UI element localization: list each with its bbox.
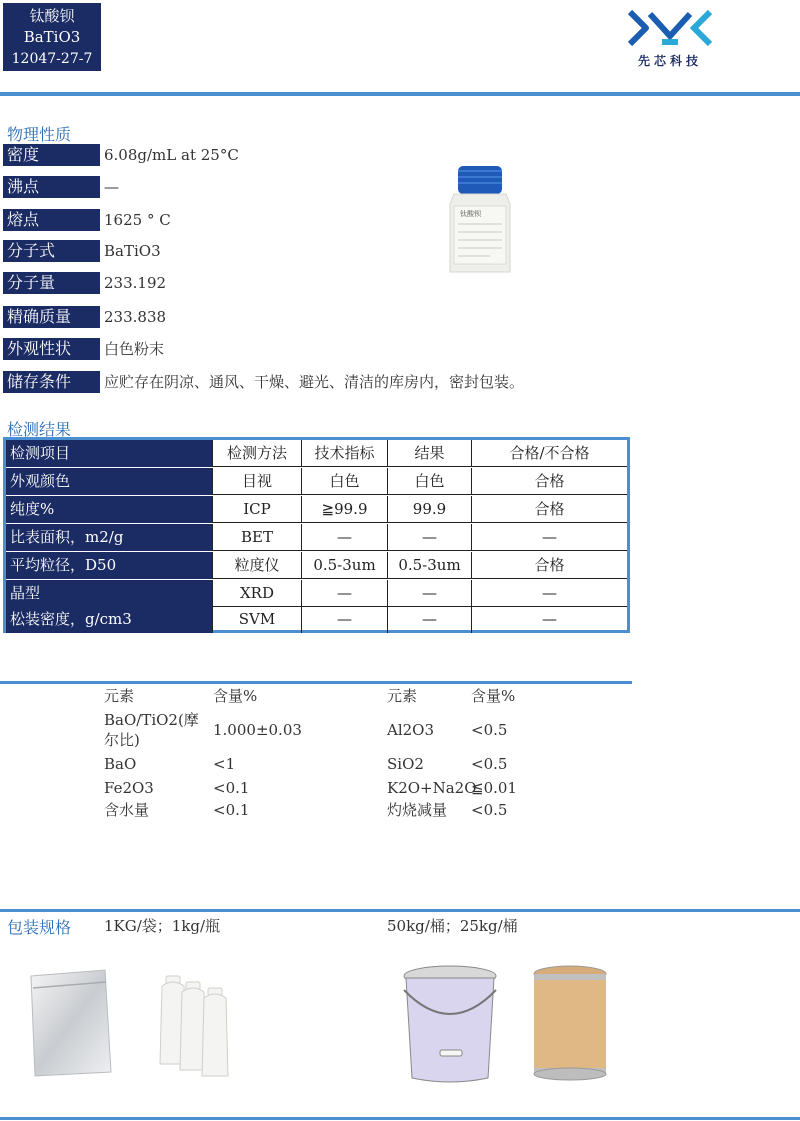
elem-right-value: <0.5: [471, 755, 508, 773]
row-method: 目视: [212, 468, 301, 495]
metal-bucket-image: [400, 962, 500, 1086]
elem-left-name: BaO/TiO2(摩尔比): [104, 711, 199, 749]
elem-left-name: 含水量: [104, 801, 150, 819]
test-results-table: [3, 437, 630, 633]
prop-label-storage: 储存条件: [3, 371, 100, 393]
prop-value-melting-point: 1625 ° C: [104, 211, 171, 229]
elem-right-name: K2O+Na2O: [387, 779, 477, 797]
company-logo: [620, 6, 730, 72]
row-pass-fail: 合格: [471, 552, 627, 579]
product-name: 钛酸钡: [29, 7, 75, 25]
product-formula: BaTiO3: [23, 28, 81, 46]
fiber-drum-image: [530, 964, 610, 1084]
row-spec: 0.5-3um: [301, 552, 387, 579]
company-name: 先芯科技: [637, 54, 702, 68]
prop-value-density: 6.08g/mL at 25°C: [104, 146, 239, 164]
row-pass-fail: —: [471, 606, 627, 633]
prop-label-density: 密度: [3, 144, 100, 166]
row-item: 外观颜色: [6, 468, 212, 495]
row-result: —: [387, 606, 471, 633]
bottle-label-text: 钛酸钡: [460, 210, 481, 218]
elem-left-value: <0.1: [213, 779, 250, 797]
row-method: BET: [212, 524, 301, 551]
row-pass-fail: 合格: [471, 468, 627, 495]
packaging-divider: [0, 909, 800, 912]
prop-label-exact-mass: 精确质量: [3, 306, 100, 328]
header-result: 结果: [387, 440, 471, 467]
row-result: 白色: [387, 468, 471, 495]
product-header-block: [3, 3, 101, 71]
prop-value-formula: BaTiO3: [104, 242, 161, 260]
elem-right-value: <0.5: [471, 801, 508, 819]
row-method: 粒度仪: [212, 552, 301, 579]
row-method: SVM: [212, 606, 301, 633]
elem-right-name: Al2O3: [387, 721, 435, 739]
elem-right-name: SiO2: [387, 755, 424, 773]
prop-label-melting-point: 熔点: [3, 209, 100, 231]
elem-left-value: <1: [213, 755, 236, 773]
row-result: 99.9: [387, 496, 471, 523]
elem-left-value: 1.000±0.03: [213, 721, 302, 739]
elem-header-3: 元素: [387, 687, 418, 705]
test-section-title: 检测结果: [7, 420, 72, 439]
plastic-bottles-image: [158, 968, 248, 1078]
prop-label-appearance: 外观性状: [3, 338, 100, 360]
elem-left-name: BaO: [104, 755, 137, 773]
row-item: 纯度%: [6, 496, 212, 523]
header-spec: 技术指标: [301, 440, 387, 467]
elem-left-name: Fe2O3: [104, 779, 154, 797]
elem-right-value: ≦0.01: [471, 779, 517, 797]
row-spec: —: [301, 524, 387, 551]
elem-header-4: 含量%: [471, 687, 516, 705]
row-item: 松装密度，g/cm3: [6, 606, 212, 633]
elem-right-value: <0.5: [471, 721, 508, 739]
row-spec: 白色: [301, 468, 387, 495]
prop-value-molecular-weight: 233.192: [104, 274, 167, 292]
xianxin-logo-icon: [620, 6, 720, 52]
row-result: —: [387, 580, 471, 607]
header-divider: [0, 92, 800, 96]
row-item: 比表面积，m2/g: [6, 524, 212, 551]
packaging-large: 50kg/桶；25kg/桶: [387, 917, 518, 935]
packaging-small: 1KG/袋；1kg/瓶: [104, 917, 221, 935]
row-result: —: [387, 524, 471, 551]
elem-right-name: 灼烧减量: [387, 801, 448, 819]
prop-label-formula: 分子式: [3, 240, 100, 262]
header-method: 检测方法: [212, 440, 301, 467]
row-item: 晶型: [6, 580, 212, 607]
row-spec: ≧99.9: [301, 496, 387, 523]
row-pass-fail: 合格: [471, 496, 627, 523]
row-method: ICP: [212, 496, 301, 523]
row-item: 平均粒径，D50: [6, 552, 212, 579]
elem-header-1: 元素: [104, 687, 135, 705]
row-pass-fail: —: [471, 524, 627, 551]
header-pass-fail: 合格/不合格: [471, 440, 627, 467]
elem-left-value: <0.1: [213, 801, 250, 819]
row-pass-fail: —: [471, 580, 627, 607]
footer-divider: [0, 1117, 800, 1120]
prop-label-molecular-weight: 分子量: [3, 272, 100, 294]
packaging-section-title: 包装规格: [7, 918, 72, 937]
prop-value-boiling-point: —: [104, 178, 119, 196]
composition-divider: [0, 681, 632, 684]
foil-bag-image: [25, 968, 115, 1078]
row-result: 0.5-3um: [387, 552, 471, 579]
physical-section-title: 物理性质: [7, 125, 72, 144]
prop-value-appearance: 白色粉末: [104, 340, 165, 358]
prop-value-storage: 应贮存在阴凉、通风、干燥、避光、清洁的库房内，密封包装。: [104, 373, 525, 391]
row-spec: —: [301, 606, 387, 633]
header-item: 检测项目: [6, 440, 212, 467]
product-bottle-image: [440, 160, 520, 280]
prop-label-boiling-point: 沸点: [3, 176, 100, 198]
row-method: XRD: [212, 580, 301, 607]
cas-number: 12047-27-7: [11, 51, 93, 67]
elem-header-2: 含量%: [213, 687, 258, 705]
prop-value-exact-mass: 233.838: [104, 308, 167, 326]
row-spec: —: [301, 580, 387, 607]
